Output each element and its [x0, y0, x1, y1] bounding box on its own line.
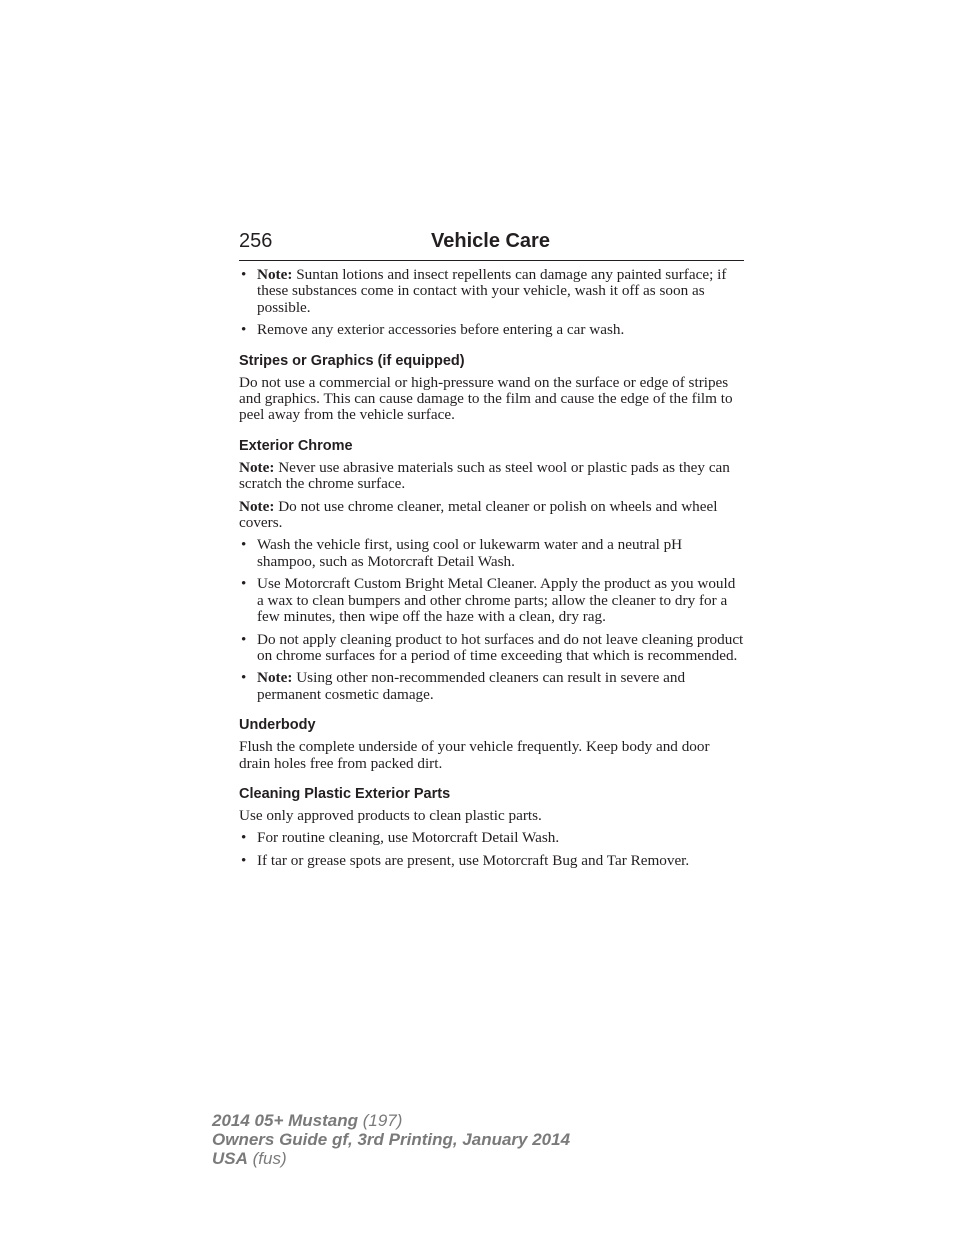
paragraph-stripes: Do not use a commercial or high-pressure wand on the surface or edge of stripes and graphics. This can cause damage to the film and cause the edge of the film to peel away from the vehicle surface. — [239, 373, 733, 424]
intro-list — [239, 267, 744, 339]
bullet-icon: • — [241, 669, 247, 687]
footer-market: USA — [212, 1149, 248, 1168]
list-item-text: Do not apply cleaning product to hot surfaces and do not leave cleaning product on chrome surfaces for a period of time exceeding that which is recommended. — [257, 630, 744, 664]
bullet-icon: • — [241, 321, 247, 339]
note-paragraph — [239, 499, 744, 532]
list-item — [239, 830, 744, 846]
list-item — [239, 267, 744, 316]
footer-line-market — [212, 1149, 570, 1168]
chapter-title: Vehicle Care — [431, 230, 550, 252]
note-paragraph — [239, 460, 744, 493]
section-heading-stripes: Stripes or Graphics (if equipped) — [239, 352, 465, 369]
page-number: 256 — [239, 230, 273, 252]
bullet-icon: • — [241, 630, 247, 648]
plastic-list — [239, 830, 744, 869]
list-item — [239, 322, 744, 338]
section-heading-chrome: Exterior Chrome — [239, 437, 353, 454]
list-item-text: For routine cleaning, use Motorcraft Detail Wash. — [257, 829, 560, 847]
chrome-list — [239, 537, 744, 703]
bullet-icon: • — [241, 829, 247, 847]
list-item — [239, 853, 744, 869]
page-footer — [212, 1111, 570, 1168]
list-item — [239, 576, 744, 625]
list-item-text: Using other non-recommended cleaners can result in severe and permanent cosmetic damage. — [257, 669, 686, 703]
page-header — [239, 228, 744, 261]
note-text: Do not use chrome cleaner, metal cleaner or polish on wheels and wheel covers. — [239, 497, 718, 532]
list-item-text: If tar or grease spots are present, use Motorcraft Bug and Tar Remover. — [257, 851, 690, 869]
bullet-icon: • — [241, 851, 247, 869]
note-label: Note: — [239, 458, 275, 476]
footer-line-edition — [212, 1130, 570, 1149]
note-label: Note: — [239, 497, 275, 515]
note-text: Never use abrasive materials such as steel wool or plastic pads as they can scratch the chrome surface. — [239, 458, 730, 493]
list-item — [239, 537, 744, 570]
footer-market-code: (fus) — [247, 1149, 287, 1168]
list-item-text: Wash the vehicle first, using cool or lukewarm water and a neutral pH shampoo, such as Motorcraft Detail Wash. — [257, 536, 683, 570]
list-item-text: Suntan lotions and insect repellents can damage any painted surface; if these substances come in contact with your vehicle, wash it off as soon as possible. — [257, 266, 727, 316]
footer-line-model — [212, 1111, 570, 1130]
section-heading-plastic: Cleaning Plastic Exterior Parts — [239, 785, 451, 802]
paragraph-plastic: Use only approved products to clean plastic parts. — [239, 806, 542, 824]
bullet-icon: • — [241, 536, 247, 554]
bullet-icon: • — [241, 266, 247, 283]
note-label: Note: — [257, 266, 293, 283]
list-item — [239, 670, 744, 703]
footer-edition: Owners Guide gf, 3rd Printing, January 2014 — [212, 1130, 571, 1149]
list-item-text: Remove any exterior accessories before entering a car wash. — [257, 321, 625, 339]
footer-model-code: (197) — [358, 1111, 403, 1130]
section-heading-underbody: Underbody — [239, 717, 316, 734]
list-item-text: Use Motorcraft Custom Bright Metal Cleaner. Apply the product as you would a wax to clean bumpers and other chrome parts; allow the cleaner to dry for a few minutes, then wipe off the haze with a clean, dry rag. — [257, 575, 736, 626]
paragraph-underbody: Flush the complete underside of your vehicle frequently. Keep body and door drain holes free from packed dirt. — [239, 738, 710, 772]
list-item — [239, 632, 744, 665]
note-label: Note: — [257, 669, 293, 687]
page-content — [239, 267, 744, 875]
footer-model: 2014 05+ Mustang — [212, 1111, 358, 1130]
bullet-icon: • — [241, 575, 247, 593]
